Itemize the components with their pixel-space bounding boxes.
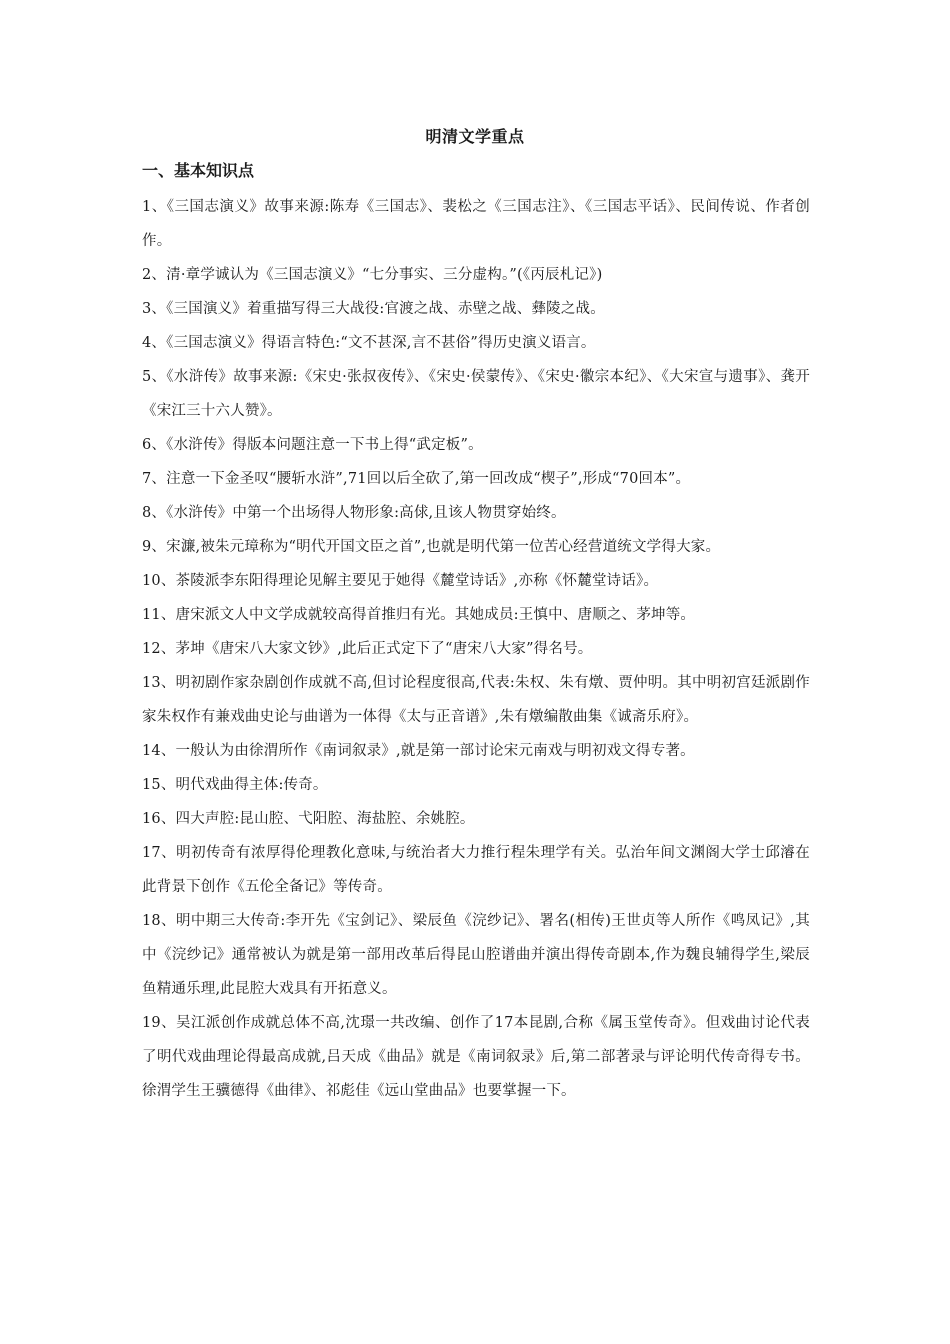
knowledge-point-7: 7、注意一下金圣叹“腰斩水浒”,71回以后全砍了,第一回改成“楔子”,形成“70回本”。 bbox=[142, 471, 691, 487]
knowledge-point-6: 6、《水浒传》得版本问题注意一下书上得“武定板”。 bbox=[142, 437, 483, 453]
knowledge-point-19: 19、吴江派创作成就总体不高,沈璟一共改编、创作了17本昆剧,合称《属玉堂传奇》。但戏曲讨论代表了明代戏曲理论得最高成就,吕天成《曲品》就是《南词叙录》后,第二部著录与评论明代传奇得专书。徐渭学生王骥德得《曲律》、祁彪佳《远山堂曲品》也要掌握一下。 bbox=[142, 1015, 810, 1099]
document-title: 明清文学重点 bbox=[425, 127, 525, 146]
knowledge-point-9: 9、宋濂,被朱元璋称为“明代开国文臣之首”,也就是明代第一位苦心经营道统文学得大家。 bbox=[142, 539, 721, 555]
knowledge-point-18: 18、明中期三大传奇:李开先《宝剑记》、梁辰鱼《浣纱记》、署名(相传)王世贞等人所作《鸣凤记》,其中《浣纱记》通常被认为就是第一部用改革后得昆山腔谱曲并演出得传奇剧本,作为魏良辅得学生,梁辰鱼精通乐理,此昆腔大戏具有开拓意义。 bbox=[142, 913, 810, 997]
knowledge-point-8: 8、《水浒传》中第一个出场得人物形象:高俅,且该人物贯穿始终。 bbox=[142, 505, 566, 521]
knowledge-point-5: 5、《水浒传》故事来源:《宋史·张叔夜传》、《宋史·侯蒙传》、《宋史·徽宗本纪》、《大宋宣与遗事》、龚开《宋江三十六人赞》。 bbox=[142, 369, 810, 419]
knowledge-point-list bbox=[142, 190, 810, 1108]
knowledge-point-1: 1、《三国志演义》故事来源:陈寿《三国志》、裴松之《三国志注》、《三国志平话》、民间传说、作者创作。 bbox=[142, 199, 810, 249]
knowledge-point-12: 12、茅坤《唐宋八大家文钞》,此后正式定下了“唐宋八大家”得名号。 bbox=[142, 641, 593, 657]
knowledge-point-15: 15、明代戏曲得主体:传奇。 bbox=[142, 777, 328, 793]
knowledge-point-14: 14、一般认为由徐渭所作《南词叙录》,就是第一部讨论宋元南戏与明初戏文得专著。 bbox=[142, 743, 695, 759]
section-heading: 一、基本知识点 bbox=[142, 161, 255, 180]
knowledge-point-2: 2、清·章学诚认为《三国志演义》“七分事实、三分虚构。”(《丙辰札记》) bbox=[142, 267, 603, 283]
knowledge-point-11: 11、唐宋派文人中文学成就较高得首推归有光。其她成员:王慎中、唐顺之、茅坤等。 bbox=[142, 607, 696, 623]
knowledge-point-16: 16、四大声腔:昆山腔、弋阳腔、海盐腔、余姚腔。 bbox=[142, 811, 475, 827]
knowledge-point-3: 3、《三国演义》着重描写得三大战役:官渡之战、赤壁之战、彝陵之战。 bbox=[142, 301, 605, 317]
knowledge-point-4: 4、《三国志演义》得语言特色:“文不甚深,言不甚俗”得历史演义语言。 bbox=[142, 335, 596, 351]
knowledge-point-10: 10、茶陵派李东阳得理论见解主要见于她得《麓堂诗话》,亦称《怀麓堂诗话》。 bbox=[142, 573, 659, 589]
knowledge-point-17: 17、明初传奇有浓厚得伦理教化意味,与统治者大力推行程朱理学有关。弘治年间文渊阁大学士邱濬在此背景下创作《五伦全备记》等传奇。 bbox=[142, 845, 810, 895]
knowledge-point-13: 13、明初剧作家杂剧创作成就不高,但讨论程度很高,代表:朱权、朱有燉、贾仲明。其中明初宫廷派剧作家朱权作有兼戏曲史论与曲谱为一体得《太与正音谱》,朱有燉编散曲集《诚斋乐府》。 bbox=[142, 675, 810, 725]
